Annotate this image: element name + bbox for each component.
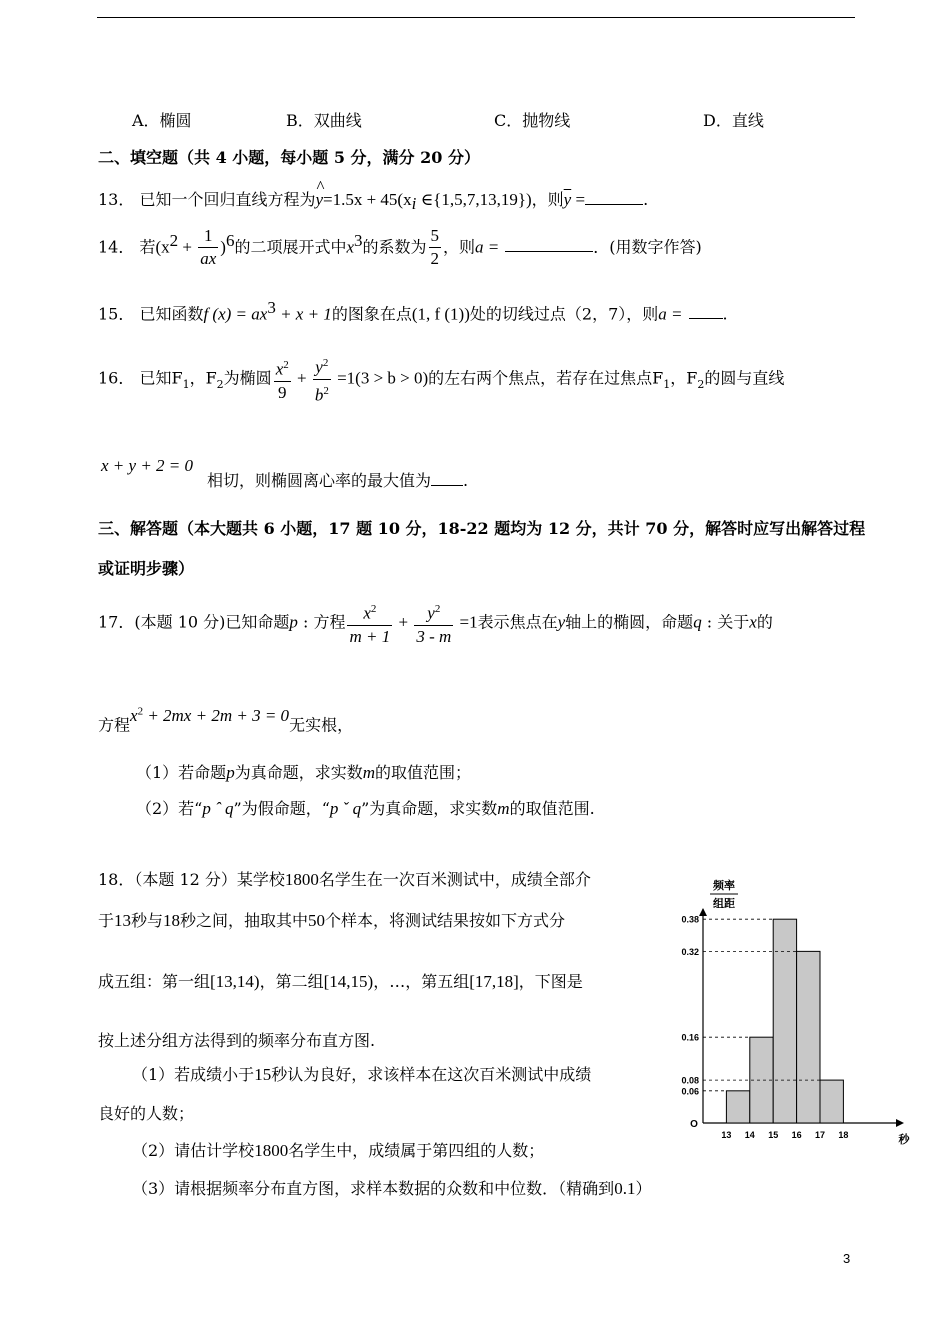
section2-heading: 二、填空题（共 4 小题，每小题 5 分，满分 20 分） (98, 148, 480, 167)
histogram-bar (797, 951, 820, 1123)
x-tick-label: 13 (721, 1130, 732, 1140)
y-tick-label: 0.38 (681, 914, 699, 925)
top-rule (97, 17, 855, 18)
y-tick-label: 0.32 (681, 946, 699, 957)
question-16: 16． 已知$F_1$，$F_2$为椭圆 $\frac{x^2}{9}$ + $\frac{y^2}{b^2}$ =1(3 > b > 0)的左右两个焦点，若存在过焦点$F_1$，$F_2$的圆与直线 (98, 352, 784, 408)
choice-c: C．抛物线 (494, 111, 571, 130)
x-axis-label: 秒 (898, 1134, 910, 1146)
y-axis-label-bottom: 组距 (713, 898, 735, 910)
question-18-part3: （3）请根据频率分布直方图，求样本数据的众数和中位数．（精确到0.1） (132, 1179, 652, 1198)
y-axis-label-top: 频率 (713, 880, 735, 892)
question-18-line3: 成五组：第一组[13,14)，第二组[14,15)，…，第五组[17,18]，下图是 (98, 972, 583, 991)
question-14: 14． 若($x^2$ + $\frac{1}{ax}$ )$^6$的二项展开式中$x^3$的系数为 $\frac{5}{2}$ ，则a = ．(用数字作答) (98, 226, 702, 269)
answer-blank-16 (431, 469, 463, 486)
question-17-part1: （1）若命题p为真命题，求实数m的取值范围； (136, 763, 471, 782)
question-17-part2: （2）若“p ˆ q”为假命题，“p ˇ q”为真命题，求实数m的取值范围. (136, 799, 595, 818)
section3-heading-line1: 三、解答题（本大题共 6 小题，17 题 10 分，18-22 题均为 12 分，共计 70 分，解答时应写出解答过程 (98, 519, 866, 538)
question-18-part2: （2）请估计学校1800名学生中，成绩属于第四组的人数； (132, 1141, 545, 1160)
choice-b: B．双曲线 (286, 111, 362, 130)
y-hat: y (315, 190, 323, 209)
histogram-bar (820, 1080, 843, 1123)
section3-heading-line2: 或证明步骤） (98, 559, 195, 578)
x-tick-label: 16 (791, 1130, 802, 1140)
answer-blank-13 (585, 188, 643, 205)
answer-blank-15 (689, 302, 723, 319)
x-axis-arrow (896, 1119, 904, 1127)
question-18-part1-cont: 良好的人数； (98, 1104, 195, 1123)
x-tick-label: 15 (768, 1130, 779, 1140)
x-tick-label: 14 (744, 1130, 755, 1140)
question-16-line2-text: 相切，则椭圆离心率的最大值为 . (207, 471, 469, 490)
question-15: 15． 已知函数f $(x) = ax^3 + x + 1$的图象在点(1, f (1))处的切线过点（2，7），则a = . (98, 298, 728, 324)
choice-a: A．椭圆 (132, 111, 192, 130)
question-18-part1: （1）若成绩小于15秒认为良好，求该样本在这次百米测试中成绩 (132, 1065, 592, 1084)
question-13: 13． 已知一个回归直线方程为y ^ $=1.5x + 45(x_i$ ∈{1,5,7,13,19})，则$\overline{y}$ = . (98, 177, 649, 214)
question-18-line1: 18．（本题 12 分）某学校1800名学生在一次百米测试中，成绩全部介 (98, 870, 591, 889)
choice-d: D．直线 (703, 111, 764, 130)
page-number: 3 (843, 1251, 851, 1266)
x-tick-label: 18 (838, 1130, 849, 1140)
y-axis-arrow (699, 908, 707, 916)
y-bar: $\overline{y}$ (563, 190, 572, 209)
question-17: 17．(本题 10 分)已知命题p : 方程 $\frac{x^2}{m + 1}$ + $\frac{y^2}{3 - m}$ =1表示焦点在y轴上的椭圆，命题q : 关于x的 (98, 598, 773, 648)
question-16-line2: x + y + 2 = 0 (101, 456, 194, 475)
y-tick-label: 0.08 (681, 1075, 699, 1086)
question-18-line2: 于13秒与18秒之间，抽取其中50个样本，将测试结果按如下方式分 (98, 911, 566, 930)
histogram-bar (773, 919, 796, 1123)
x-tick-label: 17 (814, 1130, 826, 1140)
y-tick-label: 0.06 (681, 1086, 699, 1097)
answer-blank-14 (505, 235, 593, 252)
frequency-histogram (670, 875, 915, 1150)
y-tick-label: 0.16 (681, 1032, 699, 1043)
question-18-line4: 按上述分组方法得到的频率分布直方图. (98, 1031, 376, 1050)
origin-label: O (690, 1119, 698, 1130)
question-17-line2: 方程$x^2 + 2mx + 2m + 3 = 0$无实根， (98, 705, 354, 735)
histogram-bar (726, 1091, 749, 1123)
